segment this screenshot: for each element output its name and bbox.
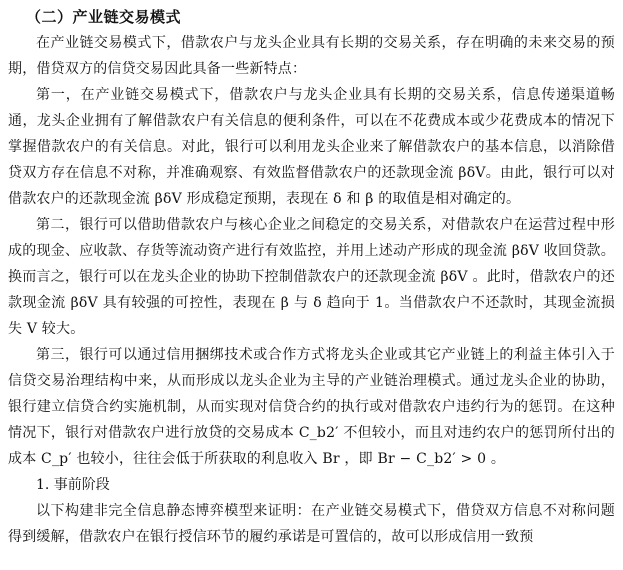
section-heading: （二）产业链交易模式 — [26, 8, 182, 26]
third-point-paragraph: 第三，银行可以通过信用捆绑技术或合作方式将龙头企业或其它产业链上的利益主体引入于信贷交易治理结构中来，从而形成以龙头企业为主导的产业链治理模式。通过龙头企业的协助，银行建立信贷合约实施机制，从而实现对信贷合约的执行或对借款农户违约行为的惩罚。在这种情况下，银行对借款农户进行放贷的交易成本 C_b2′ 不但较小，而且对违约农户的惩罚所付出的成本 C_p′ 也较小，往往会低于所获取的利息收入 Br ，即 Br − C_b2′ > 0 。 — [8, 347, 615, 467]
first-point-paragraph: 第一，在产业链交易模式下，借款农户与龙头企业具有长期的交易关系，信息传递渠道畅通，龙头企业拥有了解借款农户有关信息的便利条件，可以在不花费成本或少花费成本的情况下掌握借款农户的有关信息。对此，银行可以利用龙头企业来了解借款农户的基本信息，以消除借贷双方存在信息不对称，并准确观察、有效监督借款农户的还款现金流 βδV。由此，银行可以对借款农户的还款现金流 βδV 形成稳定预期，表现在 δ 和 β 的取值是相对确定的。 — [8, 87, 615, 207]
intro-paragraph: 在产业链交易模式下，借款农户与龙头企业具有长期的交易关系，存在明确的未来交易的预期，借贷双方的信贷交易因此具备一些新特点： — [8, 35, 615, 77]
second-point-paragraph: 第二，银行可以借助借款农户与核心企业之间稳定的交易关系，对借款农户在运营过程中形成的现金、应收款、存货等流动资产进行有效监控，并用上述动产形成的现金流 βδV 收回贷款。换而言之，银行可以在龙头企业的协助下控制借款农户的还款现金流 βδV 。此时，借款农户的还款现金流 βδV 具有较强的可控性，表现在 β 与 δ 趋向于 1。当借款农户不还款时，其现金流损失 V 较大。 — [8, 217, 615, 337]
truncated-paragraph-wrapper — [8, 498, 615, 547]
proof-paragraph: 以下构建非完全信息静态博弈模型来证明：在产业链交易模式下，借贷双方信息不对称问题得到缓解，借款农户在银行授信环节的履约承诺是可置信的，故可以形成信用一致预 — [8, 503, 615, 545]
subsection-heading: 1. 事前阶段 — [36, 477, 110, 493]
